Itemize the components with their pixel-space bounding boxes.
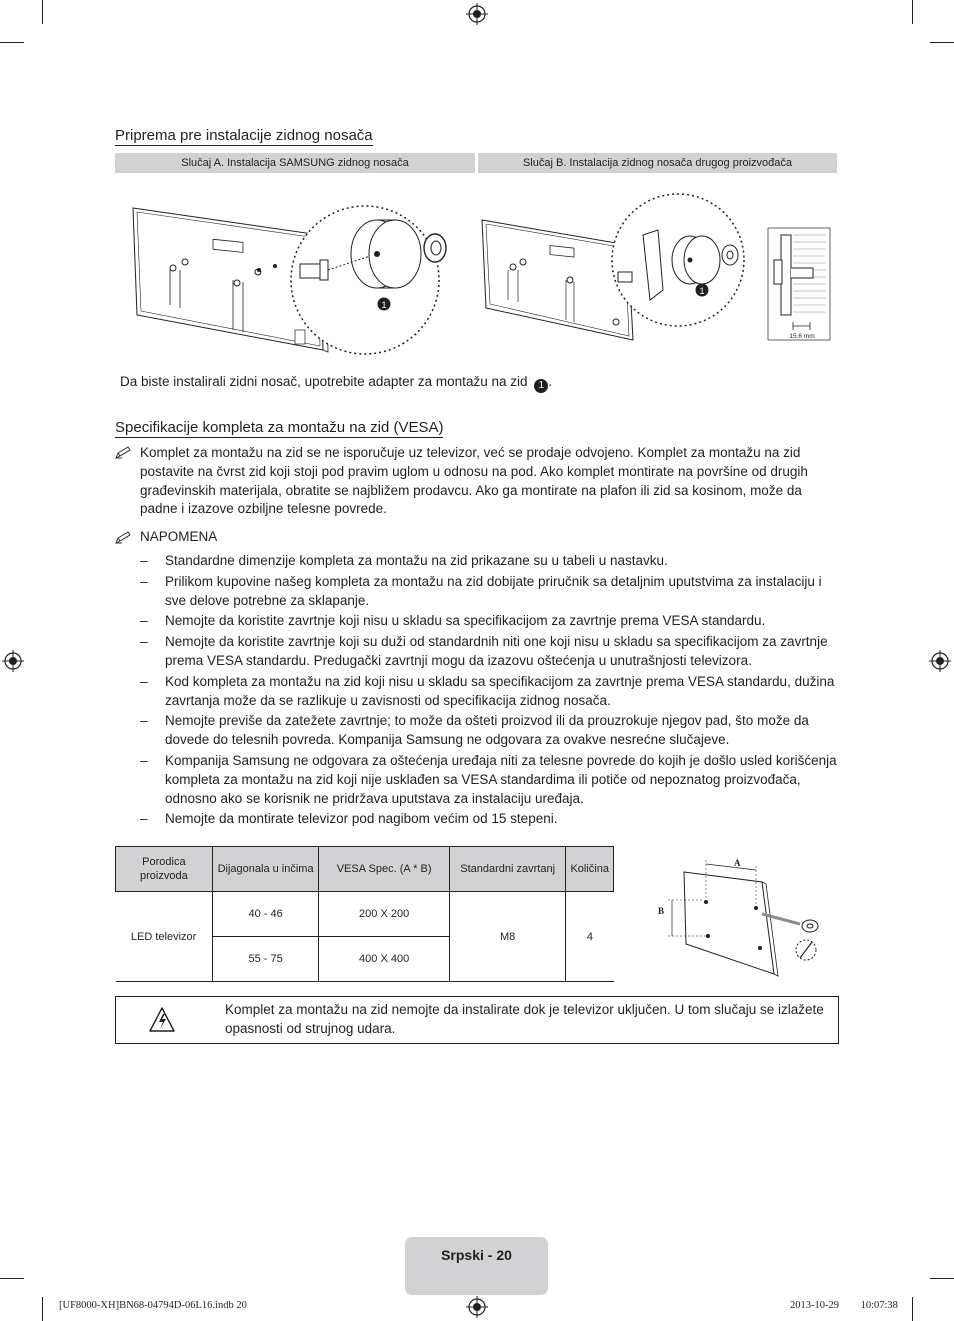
- header-quantity: Količina: [566, 847, 614, 892]
- header-screw: Standardni zavrtanj: [449, 847, 566, 892]
- list-item: [140, 673, 840, 711]
- dash: –: [140, 573, 148, 589]
- list-item: [140, 633, 840, 671]
- table-header-row: [116, 847, 614, 892]
- case-a-header: [115, 153, 475, 173]
- warning-text: Komplet za montažu na zid nemojte da instalirate dok je televizor uključen. U tom slučaju se izlažete opasnosti od strujnog udara.: [225, 1002, 824, 1036]
- tv-wall-adapter-illustration-b: [478, 190, 838, 350]
- cell-diagonal: 40 - 46: [212, 892, 319, 937]
- crop-mark: [42, 1297, 43, 1321]
- list-item: [140, 810, 840, 829]
- caption-adapter: [120, 373, 552, 393]
- page-number-tab: [405, 1237, 548, 1295]
- crop-mark: [42, 0, 43, 24]
- page-label: Srpski - 20: [441, 1247, 512, 1263]
- napomena-list: [140, 552, 840, 831]
- list-item-text: Nemojte da koristite zavrtnje koji su duži od standardnih niti one koji nisu u skladu sa specifikacijom za zavrtnje prema VESA standardu. Predugački zavrtnji mogu da izazovu oštećenja u unutrašnjosti televizora.: [165, 634, 828, 668]
- vesa-spec-table: [115, 846, 614, 982]
- registration-mark-icon: [466, 3, 488, 25]
- table-row: [116, 892, 614, 937]
- caption-text: Da biste instalirali zidni nosač, upotrebite adapter za montažu na zid: [120, 374, 528, 389]
- section-title-preparation: [115, 127, 373, 144]
- header-diagonal: Dijagonala u inčima: [212, 847, 319, 892]
- dash: –: [140, 613, 148, 629]
- list-item: [140, 712, 840, 750]
- list-item-text: Nemojte previše da zatežete zavrtnje; to može da ošteti proizvod ili da prouzrokuje njegov pad, što može da dovede do telesnih povreda. Kompanija Samsung ne odgovara za ovakve nesrećne slučajeve.: [165, 713, 809, 748]
- list-item-text: Nemojte da koristite zavrtnje koji nisu u skladu sa specifikacijom za zavrtnje prema VESA standardu.: [165, 613, 766, 629]
- cell-diagonal: 55 - 75: [212, 937, 319, 982]
- list-item: [140, 612, 840, 631]
- list-item-text: Nemojte da montirate televizor pod nagibom većim od 15 stepeni.: [165, 811, 558, 827]
- napomena-label: NAPOMENA: [140, 529, 218, 544]
- cell-family: LED televizor: [116, 892, 213, 982]
- case-b-label: Slučaj B. Instalacija zidnog nosača drugog proizvođača: [522, 157, 793, 169]
- callout-number: 1: [699, 286, 705, 296]
- registration-mark-icon: [929, 650, 951, 672]
- section-title-text: Specifikacije kompleta za montažu na zid (VESA): [115, 419, 444, 436]
- pencil-note-icon: [115, 446, 133, 460]
- dimension-b-label: B: [658, 906, 665, 916]
- tv-wall-adapter-illustration-a: [125, 190, 465, 370]
- pencil-note-icon: [115, 531, 133, 545]
- dash: –: [140, 713, 148, 729]
- cell-quantity: 4: [566, 892, 614, 982]
- crop-mark: [0, 42, 24, 43]
- dimension-label: 15.6 mm: [789, 333, 815, 340]
- header-family: Porodica proizvoda: [116, 847, 213, 892]
- section-title-text: Priprema pre instalacije zidnog nosača: [115, 127, 373, 144]
- electric-shock-warning-icon: [148, 1006, 176, 1033]
- callout-number: 1: [381, 300, 387, 310]
- list-item: [140, 573, 840, 611]
- crop-mark: [912, 1297, 913, 1321]
- list-item: [140, 552, 840, 571]
- cell-vesa: 200 X 200: [319, 892, 449, 937]
- registration-mark-icon: [2, 650, 24, 672]
- crop-mark: [912, 0, 913, 24]
- caption-end: .: [548, 374, 553, 389]
- registration-mark-icon: [466, 1296, 488, 1318]
- warning-box: [115, 996, 839, 1044]
- file-info: [UF8000-XH]BN68-04794D-06L16.indb 20: [59, 1300, 247, 1311]
- crop-mark: [930, 42, 954, 43]
- crop-mark: [0, 1278, 24, 1279]
- crop-mark: [930, 1278, 954, 1279]
- dash: –: [140, 553, 148, 568]
- date-info: 2013-10-29 ￿￿ 10:07:38: [790, 1300, 898, 1311]
- cell-vesa: 400 X 400: [319, 937, 449, 982]
- list-item-text: Kompanija Samsung ne odgovara za oštećenja uređaja niti za telesne povrede do kojih je došlo usled korišćenja kompleta za montažu na zid koji nije usklađen sa VESA standardima ili potiče od nepoznatog proizvođača, odnosno ako se korisnik ne pridržava uputstava za instalaciju uređaja.: [165, 752, 837, 806]
- list-item-text: Prilikom kupovine našeg kompleta za montažu na zid dobijate priručnik sa detaljnim uputstvima za instalaciju i sve delove potrebne za sklapanje.: [165, 573, 822, 608]
- section-title-vesa: [115, 419, 443, 436]
- dash: –: [140, 752, 148, 768]
- list-item: [140, 752, 840, 808]
- vesa-dimension-diagram: [650, 852, 840, 982]
- dash: –: [140, 634, 148, 650]
- dimension-a-label: A: [734, 858, 741, 868]
- case-a-label: Slučaj A. Instalacija SAMSUNG zidnog nosača: [181, 157, 409, 169]
- header-vesa: VESA Spec. (A * B): [319, 847, 449, 892]
- case-b-header: [478, 153, 837, 173]
- dash: –: [140, 673, 148, 689]
- vesa-intro-text: Komplet za montažu na zid se ne isporučuje uz televizor, već se prodaje odvojeno. Komplet za montažu na zid postavite na čvrst zid koji stoji pod pravim uglom u odnosu na pod. Ako komplet montirate na površine od drugih građevinskih materijala, obratite se najbližem prodavcu. Ako ga montirate na plafon ili zid sa kosinom, može da padne i izazove ozbiljne telesne povrede.: [140, 445, 808, 517]
- list-item-text: Standardne dimenzije kompleta za montažu na zid prikazane su u tabeli u nastavku.: [165, 553, 668, 568]
- list-item-text: Kod kompleta za montažu na zid koji nisu u skladu sa specifikacijom za zavrtnje prema VESA standardu, dužina zavrtanja može da se razlikuje u zavisnosti od specifikacija zidnog nosača.: [165, 673, 835, 708]
- dash: –: [140, 811, 148, 827]
- caption-badge: 1: [534, 379, 548, 393]
- cell-screw: M8: [449, 892, 566, 982]
